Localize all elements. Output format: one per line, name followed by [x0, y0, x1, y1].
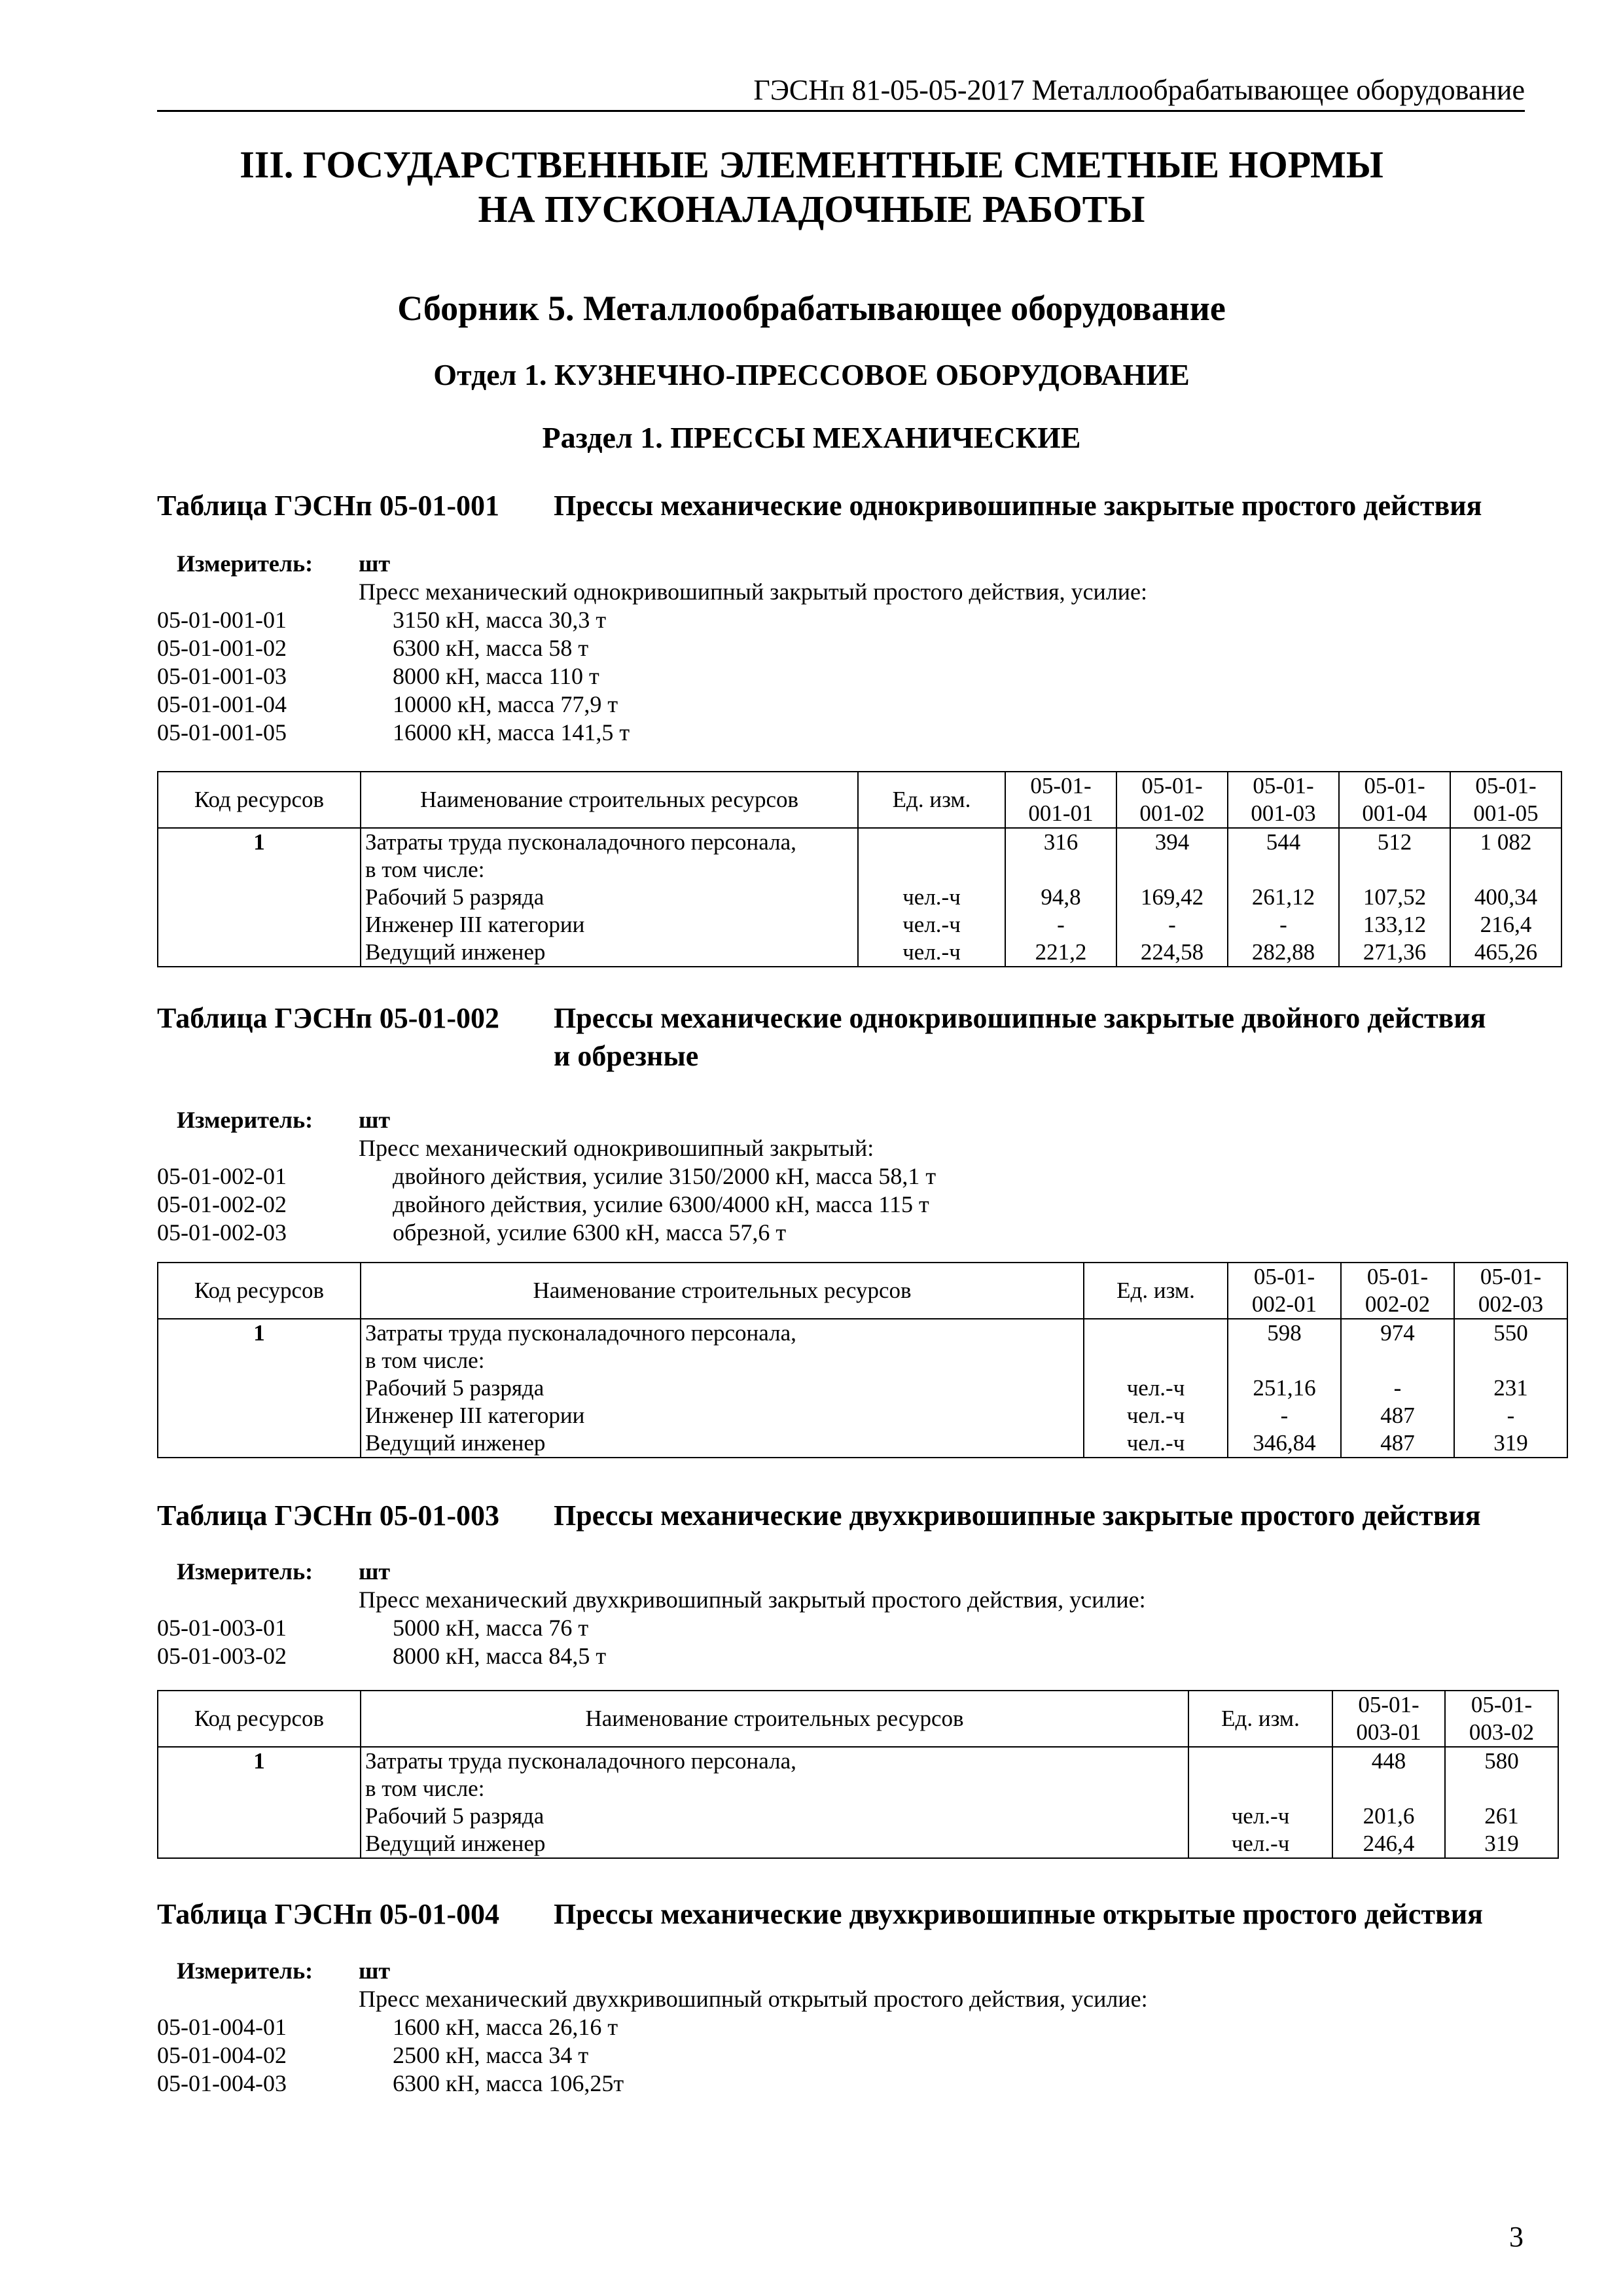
resource-value: 544 — [1228, 828, 1339, 856]
col-norm-header-bottom: 001-05 — [1473, 800, 1539, 826]
norm-item-text: двойного действия, усилие 6300/4000 кН, масса 115 т — [393, 1191, 929, 1217]
resource-value — [1228, 1347, 1341, 1374]
resource-value: 1 082 — [1450, 828, 1561, 856]
resource-value: 246,4 — [1332, 1830, 1445, 1858]
meter-label: Измеритель: — [177, 1958, 313, 1984]
norm-code: 05-01-004-03 — [157, 2070, 287, 2096]
resource-value: 512 — [1339, 828, 1450, 856]
resource-unit: чел.-ч — [1084, 1402, 1228, 1429]
norm-item-text: 10000 кН, масса 77,9 т — [393, 691, 618, 717]
norm-code: 05-01-001-05 — [157, 719, 287, 745]
resource-value: - — [1228, 1402, 1341, 1429]
norm-item-text: 6300 кН, масса 58 т — [393, 635, 589, 661]
resource-table — [157, 771, 1562, 967]
resource-name: Инженер III категории — [361, 1402, 1084, 1429]
running-header: ГЭСНп 81-05-05-2017 Металлообрабатывающее оборудование — [753, 74, 1525, 106]
resource-value: 251,16 — [1228, 1374, 1341, 1402]
resource-value: 319 — [1454, 1429, 1567, 1458]
resource-unit: чел.-ч — [1084, 1429, 1228, 1458]
col-unit-header: Ед. изм. — [858, 772, 1005, 828]
col-norm-header-top: 05-01- — [1475, 773, 1537, 798]
table-row — [158, 1347, 1567, 1374]
resource-code — [158, 1347, 361, 1374]
resource-code — [158, 1775, 361, 1803]
resource-unit: чел.-ч — [858, 939, 1005, 967]
table-heading — [157, 1497, 1481, 1535]
resource-code — [158, 856, 361, 884]
resource-value: - — [1454, 1402, 1567, 1429]
table-title — [554, 487, 1482, 525]
table-row — [158, 1747, 1558, 1775]
resource-value: - — [1228, 911, 1339, 939]
col-norm-header — [1454, 1263, 1567, 1319]
resource-value: 346,84 — [1228, 1429, 1341, 1458]
col-code-header: Код ресурсов — [158, 772, 361, 828]
part-title-line1: III. ГОСУДАРСТВЕННЫЕ ЭЛЕМЕНТНЫЕ СМЕТНЫЕ НОРМЫ — [240, 143, 1383, 186]
table-title-line1: Прессы механические однокривошипные закрытые двойного действия — [554, 1002, 1486, 1034]
table-title-line1: Прессы механические однокривошипные закрытые простого действия — [554, 490, 1482, 522]
norm-code: 05-01-003-01 — [157, 1615, 287, 1641]
meter-description: Пресс механический однокривошипный закрытый простого действия, усилие: — [359, 579, 1148, 605]
resource-value — [1341, 1347, 1454, 1374]
table-heading — [157, 999, 1486, 1072]
resource-code — [158, 884, 361, 911]
col-name-header: Наименование строительных ресурсов — [361, 772, 858, 828]
resource-unit — [1084, 1319, 1228, 1347]
table-title-line2: и обрезные — [554, 1040, 699, 1072]
table-row — [158, 1803, 1558, 1830]
resource-code — [158, 911, 361, 939]
col-norm-header — [1228, 1263, 1341, 1319]
resource-value: - — [1116, 911, 1228, 939]
col-norm-header-bottom: 001-03 — [1251, 800, 1316, 826]
col-norm-header — [1339, 772, 1450, 828]
table-row — [158, 1775, 1558, 1803]
resource-code — [158, 1429, 361, 1458]
section-title: Раздел 1. ПРЕССЫ МЕХАНИЧЕСКИЕ — [542, 421, 1081, 454]
resource-value — [1339, 856, 1450, 884]
table-row — [158, 1402, 1567, 1429]
col-norm-header — [1005, 772, 1116, 828]
resource-code: 1 — [158, 1747, 361, 1775]
col-norm-header-top: 05-01- — [1030, 773, 1092, 798]
table-heading — [157, 1895, 1483, 1933]
resource-value: - — [1005, 911, 1116, 939]
col-norm-header — [1341, 1263, 1454, 1319]
resource-value: - — [1341, 1374, 1454, 1402]
table-row — [158, 1319, 1567, 1347]
table-row — [158, 1429, 1567, 1458]
resource-table — [157, 1690, 1559, 1859]
resource-value: 107,52 — [1339, 884, 1450, 911]
resource-value — [1332, 1775, 1445, 1803]
resource-name: Затраты труда пусконаладочного персонала, — [361, 828, 858, 856]
norm-item-text: 5000 кН, масса 76 т — [393, 1615, 589, 1641]
col-norm-header-bottom: 002-03 — [1478, 1291, 1544, 1317]
resource-unit: чел.-ч — [858, 911, 1005, 939]
table-title — [554, 999, 1486, 1075]
resource-value — [1228, 856, 1339, 884]
table-row — [158, 939, 1561, 967]
resource-unit: чел.-ч — [1188, 1830, 1332, 1858]
resource-unit: чел.-ч — [1188, 1803, 1332, 1830]
table-header-row — [158, 1691, 1558, 1747]
col-norm-header — [1116, 772, 1228, 828]
col-norm-header — [1450, 772, 1561, 828]
col-norm-header-top: 05-01- — [1364, 773, 1425, 798]
meter-description: Пресс механический двухкривошипный открытый простого действия, усилие: — [359, 1986, 1148, 2012]
resource-value: 231 — [1454, 1374, 1567, 1402]
resource-value — [1454, 1347, 1567, 1374]
resource-table — [157, 1262, 1568, 1458]
col-name-header: Наименование строительных ресурсов — [361, 1691, 1188, 1747]
resource-value: 282,88 — [1228, 939, 1339, 967]
norm-code: 05-01-002-02 — [157, 1191, 287, 1217]
resource-unit: чел.-ч — [1084, 1374, 1228, 1402]
resource-code: 1 — [158, 1319, 361, 1347]
norm-item-text: 1600 кН, масса 26,16 т — [393, 2014, 618, 2040]
resource-value — [1445, 1775, 1558, 1803]
norm-item-text: двойного действия, усилие 3150/2000 кН, масса 58,1 т — [393, 1163, 936, 1189]
resource-name: Рабочий 5 разряда — [361, 884, 858, 911]
resource-value: 221,2 — [1005, 939, 1116, 967]
resource-value: 400,34 — [1450, 884, 1561, 911]
norm-item-text: 3150 кН, масса 30,3 т — [393, 607, 607, 633]
resource-value: 487 — [1341, 1402, 1454, 1429]
resource-value: 169,42 — [1116, 884, 1228, 911]
resource-name: Затраты труда пусконаладочного персонала, — [361, 1747, 1188, 1775]
norm-code: 05-01-001-03 — [157, 663, 287, 689]
resource-value — [1450, 856, 1561, 884]
norm-item-text: 6300 кН, масса 106,25т — [393, 2070, 624, 2096]
resource-value: 550 — [1454, 1319, 1567, 1347]
col-norm-header-bottom: 003-02 — [1469, 1719, 1535, 1745]
norm-code: 05-01-001-01 — [157, 607, 287, 633]
norm-code: 05-01-002-01 — [157, 1163, 287, 1189]
resource-unit — [858, 828, 1005, 856]
resource-value: 448 — [1332, 1747, 1445, 1775]
table-title-line1: Прессы механические двухкривошипные закрытые простого действия — [554, 1499, 1481, 1532]
page-number: 3 — [1509, 2221, 1524, 2253]
resource-value: 271,36 — [1339, 939, 1450, 967]
meter-unit: шт — [359, 1107, 391, 1133]
norm-code: 05-01-002-03 — [157, 1219, 287, 1246]
department-title: Отдел 1. КУЗНЕЧНО-ПРЕССОВОЕ ОБОРУДОВАНИЕ — [433, 358, 1190, 391]
resource-value: 598 — [1228, 1319, 1341, 1347]
col-norm-header-bottom: 002-01 — [1251, 1291, 1317, 1317]
meter-label: Измеритель: — [177, 1558, 313, 1585]
norm-item-text: 8000 кН, масса 110 т — [393, 663, 599, 689]
table-number: Таблица ГЭСНп 05-01-002 — [157, 1002, 500, 1034]
resource-value: 487 — [1341, 1429, 1454, 1458]
norm-item-text: 8000 кН, масса 84,5 т — [393, 1643, 607, 1669]
resource-name: в том числе: — [361, 1775, 1188, 1803]
resource-value: 465,26 — [1450, 939, 1561, 967]
resource-code: 1 — [158, 828, 361, 856]
resource-code — [158, 1374, 361, 1402]
header-rule — [157, 110, 1525, 112]
resource-unit — [1084, 1347, 1228, 1374]
resource-value — [1005, 856, 1116, 884]
norm-item-text: 16000 кН, масса 141,5 т — [393, 719, 630, 745]
table-number: Таблица ГЭСНп 05-01-003 — [157, 1499, 500, 1532]
norm-code: 05-01-003-02 — [157, 1643, 287, 1669]
col-norm-header-top: 05-01- — [1253, 773, 1314, 798]
collection-title: Сборник 5. Металлообрабатывающее оборудование — [397, 289, 1226, 328]
resource-value: 133,12 — [1339, 911, 1450, 939]
col-norm-header-top: 05-01- — [1471, 1692, 1533, 1717]
resource-name: Рабочий 5 разряда — [361, 1803, 1188, 1830]
resource-value: 224,58 — [1116, 939, 1228, 967]
table-row — [158, 1374, 1567, 1402]
col-norm-header — [1332, 1691, 1445, 1747]
col-unit-header: Ед. изм. — [1188, 1691, 1332, 1747]
table-header-row — [158, 1263, 1567, 1319]
resource-value: 974 — [1341, 1319, 1454, 1347]
table-row — [158, 911, 1561, 939]
resource-name: Ведущий инженер — [361, 939, 858, 967]
meter-unit: шт — [359, 550, 391, 577]
norm-code: 05-01-004-02 — [157, 2042, 287, 2068]
resource-name: в том числе: — [361, 856, 858, 884]
resource-code — [158, 1830, 361, 1858]
table-title-line1: Прессы механические двухкривошипные открытые простого действия — [554, 1898, 1483, 1930]
resource-value: 316 — [1005, 828, 1116, 856]
col-name-header: Наименование строительных ресурсов — [361, 1263, 1084, 1319]
table-heading — [157, 487, 1482, 525]
col-norm-header-top: 05-01- — [1480, 1264, 1542, 1289]
col-norm-header-bottom: 003-01 — [1356, 1719, 1421, 1745]
col-norm-header-bottom: 001-01 — [1028, 800, 1094, 826]
table-row — [158, 884, 1561, 911]
meter-unit: шт — [359, 1558, 391, 1585]
col-norm-header — [1445, 1691, 1558, 1747]
part-title-line2: НА ПУСКОНАЛАДОЧНЫЕ РАБОТЫ — [478, 188, 1145, 230]
resource-code — [158, 939, 361, 967]
meter-description: Пресс механический двухкривошипный закрытый простого действия, усилие: — [359, 1587, 1146, 1613]
resource-name: Затраты труда пусконаладочного персонала, — [361, 1319, 1084, 1347]
col-norm-header-bottom: 001-02 — [1139, 800, 1205, 826]
meter-label: Измеритель: — [177, 550, 313, 577]
norm-item-text: обрезной, усилие 6300 кН, масса 57,6 т — [393, 1219, 787, 1246]
resource-unit — [1188, 1747, 1332, 1775]
col-norm-header-bottom: 002-02 — [1364, 1291, 1431, 1317]
resource-code — [158, 1803, 361, 1830]
resource-name: Рабочий 5 разряда — [361, 1374, 1084, 1402]
table-row — [158, 828, 1561, 856]
col-norm-header-top: 05-01- — [1366, 1264, 1429, 1289]
col-norm-header-bottom: 001-04 — [1362, 800, 1427, 826]
table-title — [554, 1895, 1483, 1933]
resource-value: 319 — [1445, 1830, 1558, 1858]
table-row — [158, 1830, 1558, 1858]
meter-unit: шт — [359, 1958, 391, 1984]
table-header-row — [158, 772, 1561, 828]
resource-value: 261,12 — [1228, 884, 1339, 911]
resource-value: 201,6 — [1332, 1803, 1445, 1830]
norm-code: 05-01-004-01 — [157, 2014, 287, 2040]
resource-name: Инженер III категории — [361, 911, 858, 939]
table-number: Таблица ГЭСНп 05-01-001 — [157, 490, 500, 522]
resource-value: 261 — [1445, 1803, 1558, 1830]
table-title — [554, 1497, 1481, 1535]
col-code-header: Код ресурсов — [158, 1263, 361, 1319]
resource-value — [1116, 856, 1228, 884]
col-code-header: Код ресурсов — [158, 1691, 361, 1747]
resource-value: 394 — [1116, 828, 1228, 856]
resource-name: Ведущий инженер — [361, 1429, 1084, 1458]
resource-value: 94,8 — [1005, 884, 1116, 911]
norm-item-text: 2500 кН, масса 34 т — [393, 2042, 589, 2068]
col-unit-header: Ед. изм. — [1084, 1263, 1228, 1319]
table-row — [158, 856, 1561, 884]
norm-code: 05-01-001-04 — [157, 691, 287, 717]
norm-code: 05-01-001-02 — [157, 635, 287, 661]
resource-value: 216,4 — [1450, 911, 1561, 939]
table-number: Таблица ГЭСНп 05-01-004 — [157, 1898, 500, 1930]
resource-code — [158, 1402, 361, 1429]
col-norm-header-top: 05-01- — [1358, 1692, 1419, 1717]
col-norm-header — [1228, 772, 1339, 828]
resource-unit — [1188, 1775, 1332, 1803]
meter-label: Измеритель: — [177, 1107, 313, 1133]
meter-description: Пресс механический однокривошипный закрытый: — [359, 1135, 874, 1161]
resource-name: Ведущий инженер — [361, 1830, 1188, 1858]
col-norm-header-top: 05-01- — [1141, 773, 1203, 798]
col-norm-header-top: 05-01- — [1253, 1264, 1315, 1289]
resource-unit — [858, 856, 1005, 884]
resource-value: 580 — [1445, 1747, 1558, 1775]
resource-name: в том числе: — [361, 1347, 1084, 1374]
resource-unit: чел.-ч — [858, 884, 1005, 911]
